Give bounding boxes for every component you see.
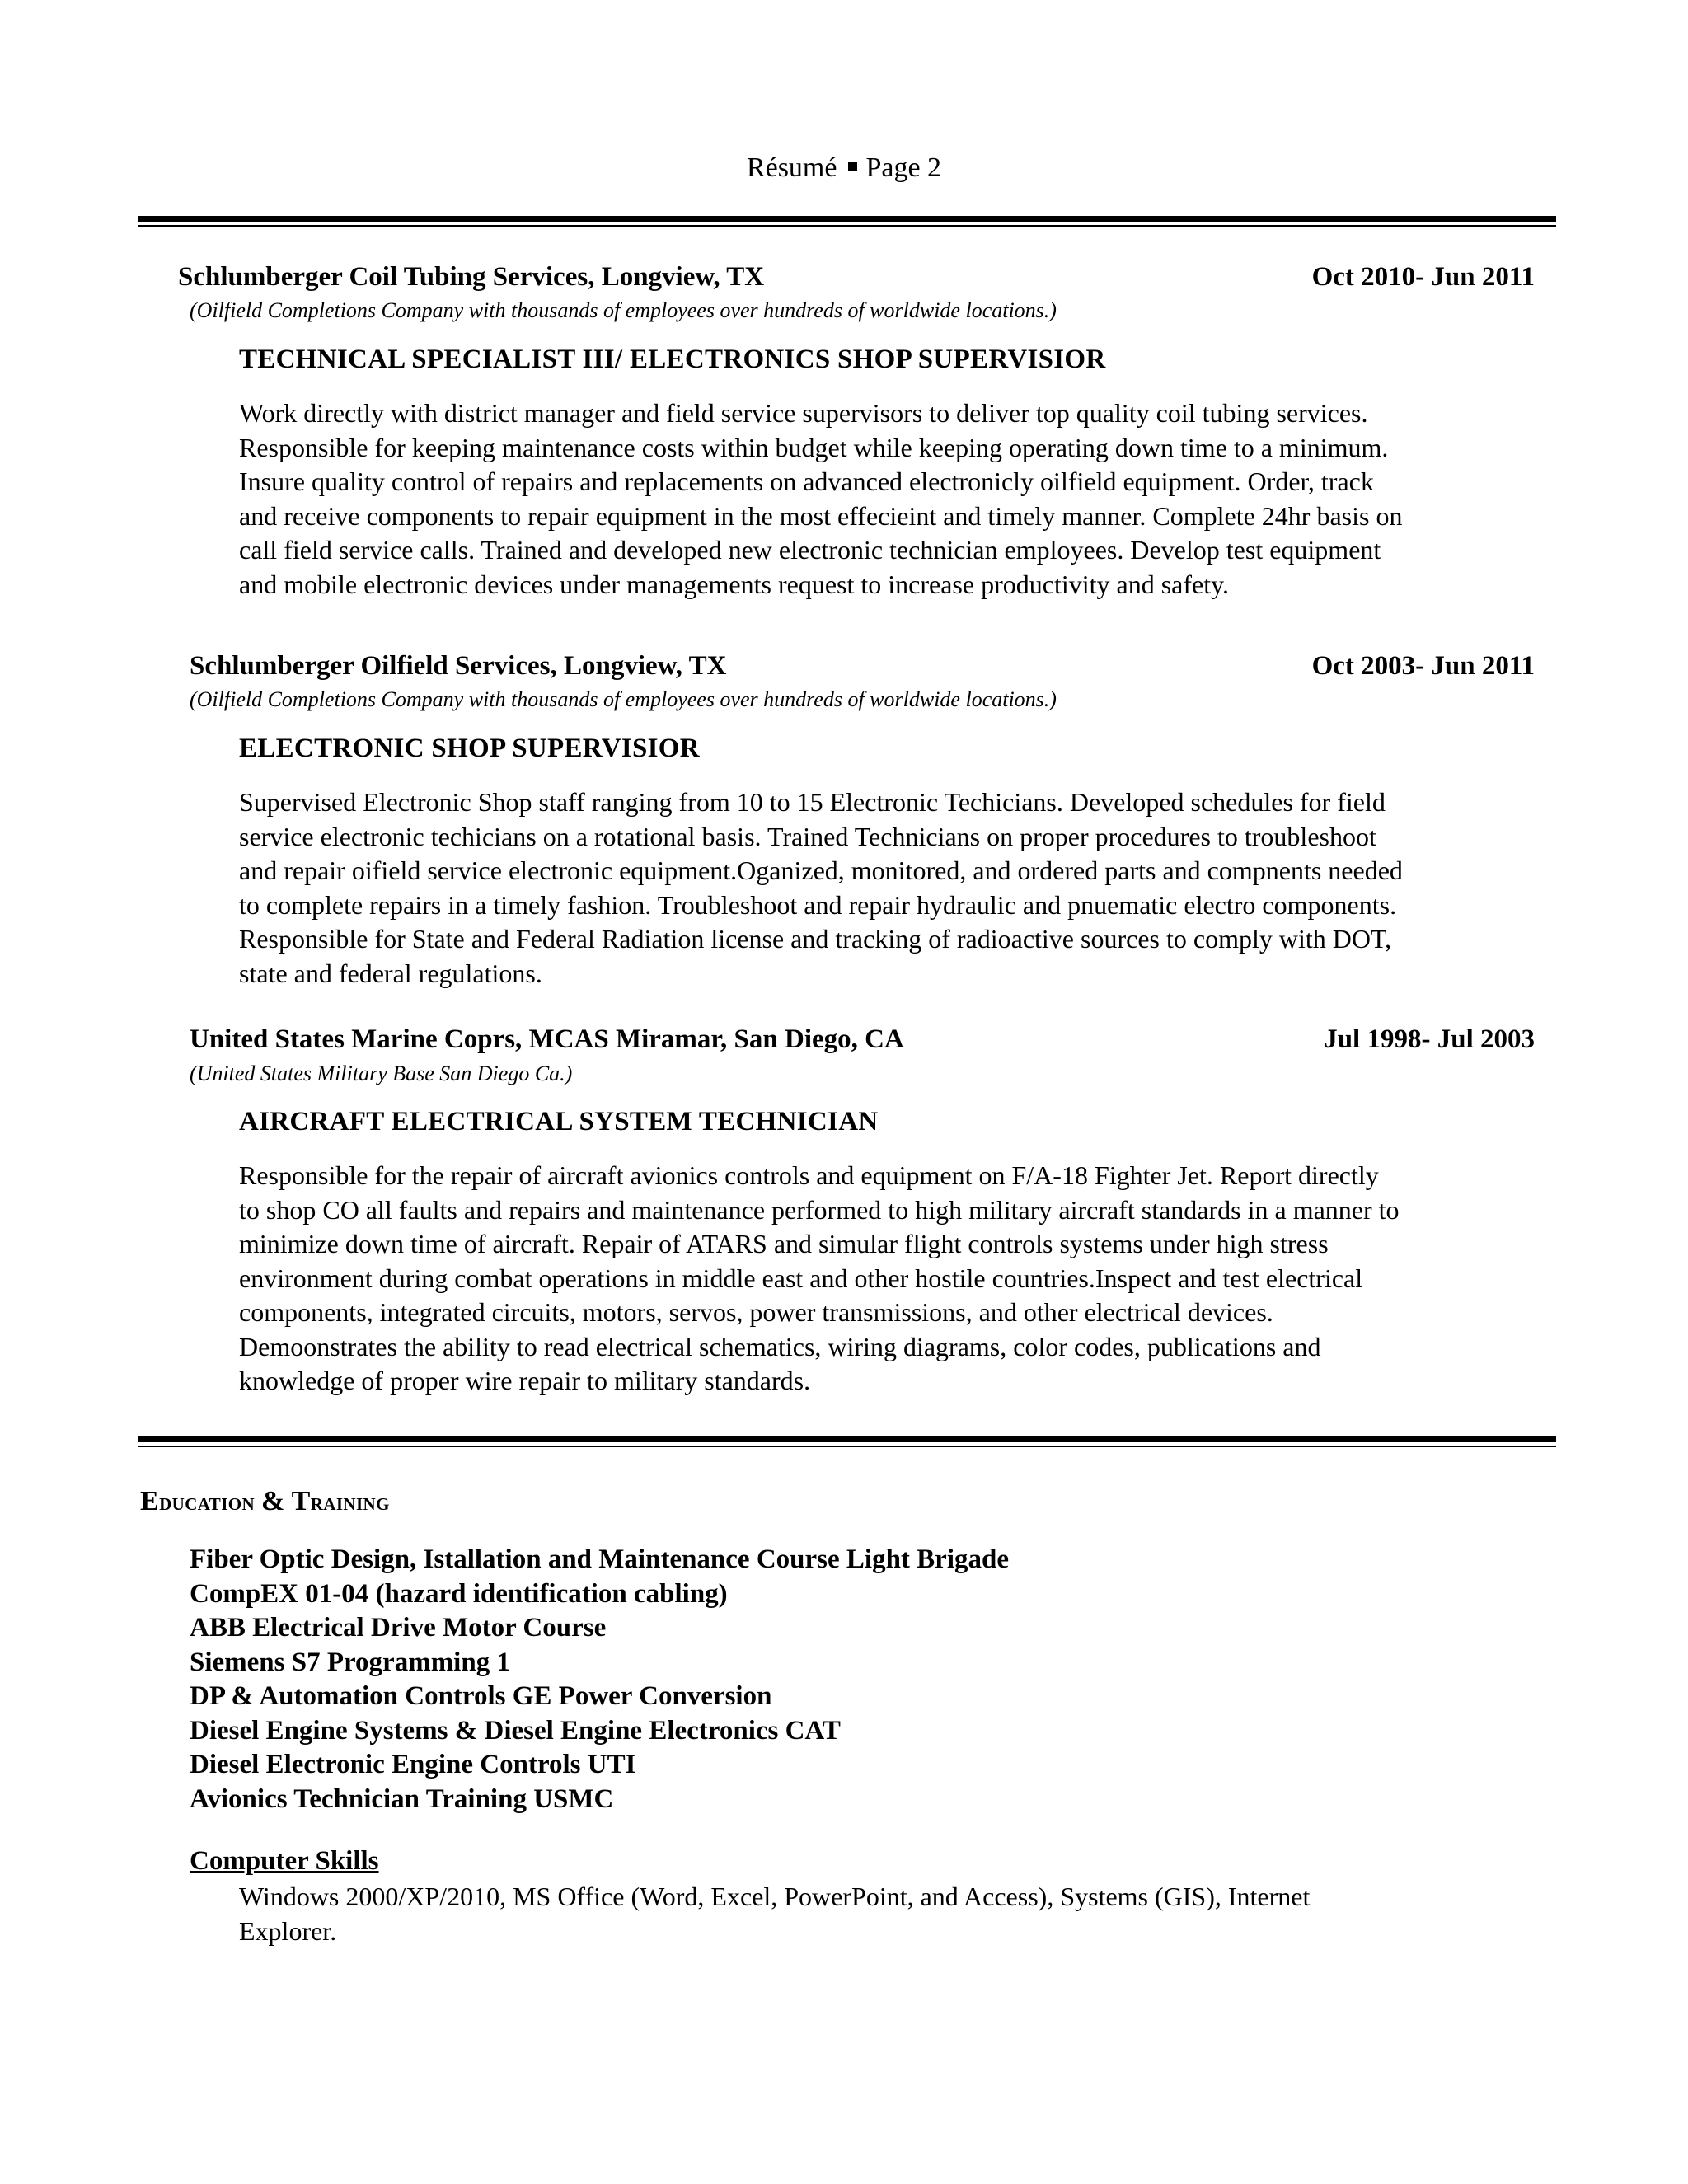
job-description xyxy=(239,396,1508,602)
description-line: call field service calls. Trained and developed new electronic technician employees. Develop test equipment xyxy=(239,535,1381,565)
course-item: ABB Electrical Drive Motor Course xyxy=(190,1613,607,1643)
job-title: TECHNICAL SPECIALIST III/ ELECTRONICS SHOP SUPERVISIOR xyxy=(239,344,1106,374)
job-description xyxy=(239,785,1508,991)
description-line: Demoonstrates the ability to read electrical schematics, wiring diagrams, color codes, publications and xyxy=(239,1331,1321,1361)
job-title: AIRCRAFT ELECTRICAL SYSTEM TECHNICIAN xyxy=(239,1107,879,1137)
job-note: (United States Military Base San Diego Ca.) xyxy=(190,1062,573,1085)
skills-description xyxy=(239,1880,1508,1948)
course-list xyxy=(190,1543,1009,1816)
header-page-number: Page 2 xyxy=(865,152,942,183)
description-line: knowledge of proper wire repair to military standards. xyxy=(239,1366,811,1395)
job-title: ELECTRONIC SHOP SUPERVISIOR xyxy=(239,733,700,763)
description-line: and receive components to repair equipment in the most effecieint and timely manner. Complete 24hr basis on xyxy=(239,500,1403,531)
description-line: Responsible for keeping maintenance costs within budget while keeping operating down time to a minimum. xyxy=(239,432,1389,462)
course-item: CompEX 01-04 (hazard identification cabling) xyxy=(190,1578,728,1609)
description-line: state and federal regulations. xyxy=(239,958,542,988)
section-divider xyxy=(138,1436,1556,1447)
course-item: Siemens S7 Programming 1 xyxy=(190,1647,510,1677)
description-line: and mobile electronic devices under managements request to increase productivity and safety. xyxy=(239,569,1230,599)
page-header xyxy=(0,152,1688,184)
description-line: and repair oifield service electronic equipment.Oganized, monitored, and ordered parts and compnents needed xyxy=(239,855,1403,885)
description-line: environment during combat operations in middle east and other hostile countries.Inspect and test electrical xyxy=(239,1263,1363,1293)
course-item: Avionics Technician Training USMC xyxy=(190,1783,614,1814)
course-item: Fiber Optic Design, Istallation and Maintenance Course Light Brigade xyxy=(190,1544,1009,1574)
description-line: Responsible for State and Federal Radiation license and tracking of radioactive sources to comply with DOT, xyxy=(239,924,1392,954)
education-heading: Education & Training xyxy=(140,1486,390,1516)
description-line: minimize down time of aircraft. Repair of ATARS and simular flight controls systems under high stress xyxy=(239,1229,1329,1258)
description-line: Work directly with district manager and field service supervisors to deliver top quality coil tubing services. xyxy=(239,398,1368,428)
description-line: Responsible for the repair of aircraft avionics controls and equipment on F/A-18 Fighter Jet. Report directly xyxy=(239,1160,1379,1190)
course-item: Diesel Electronic Engine Controls UTI xyxy=(190,1750,636,1779)
course-item: Diesel Engine Systems & Diesel Engine Electronics CAT xyxy=(190,1715,841,1746)
job-company: Schlumberger Oilfield Services, Longview, TX xyxy=(190,651,727,681)
job-dates: Oct 2010- Jun 2011 xyxy=(1311,262,1535,292)
description-line: Supervised Electronic Shop staff ranging from 10 to 15 Electronic Techicians. Developed schedules for field xyxy=(239,787,1386,817)
course-item: DP & Automation Controls GE Power Conversion xyxy=(190,1681,772,1711)
description-line: service electronic techicians on a rotational basis. Trained Technicians on proper procedures to troubleshoot xyxy=(239,821,1376,851)
job-company: United States Marine Coprs, MCAS Miramar, San Diego, CA xyxy=(190,1024,904,1054)
description-line: to complete repairs in a timely fashion. Troubleshoot and repair hydraulic and pnuematic electro components. xyxy=(239,889,1397,920)
job-company: Schlumberger Coil Tubing Services, Longview, TX xyxy=(178,262,765,292)
job-note: (Oilfield Completions Company with thousands of employees over hundreds of worldwide locations.) xyxy=(190,298,1057,322)
job-dates: Jul 1998- Jul 2003 xyxy=(1324,1024,1535,1054)
description-line: components, integrated circuits, motors, servos, power transmissions, and other electrical devices. xyxy=(239,1297,1273,1327)
skills-line: Windows 2000/XP/2010, MS Office (Word, Excel, PowerPoint, and Access), Systems (GIS), Internet xyxy=(239,1882,1311,1911)
description-line: to shop CO all faults and repairs and maintenance performed to high military aircraft standards in a manner to xyxy=(239,1194,1400,1225)
job-note: (Oilfield Completions Company with thousands of employees over hundreds of worldwide locations.) xyxy=(190,687,1057,711)
skills-line: Explorer. xyxy=(239,1915,337,1946)
skills-heading: Computer Skills xyxy=(190,1846,379,1876)
header-title: Résumé xyxy=(746,152,837,183)
description-line: Insure quality control of repairs and replacements on advanced electronicly oilfield equipment. Order, track xyxy=(239,466,1374,496)
top-divider xyxy=(138,216,1556,227)
job-dates: Oct 2003- Jun 2011 xyxy=(1311,651,1535,681)
square-bullet-icon xyxy=(848,162,857,171)
job-description xyxy=(239,1159,1508,1399)
